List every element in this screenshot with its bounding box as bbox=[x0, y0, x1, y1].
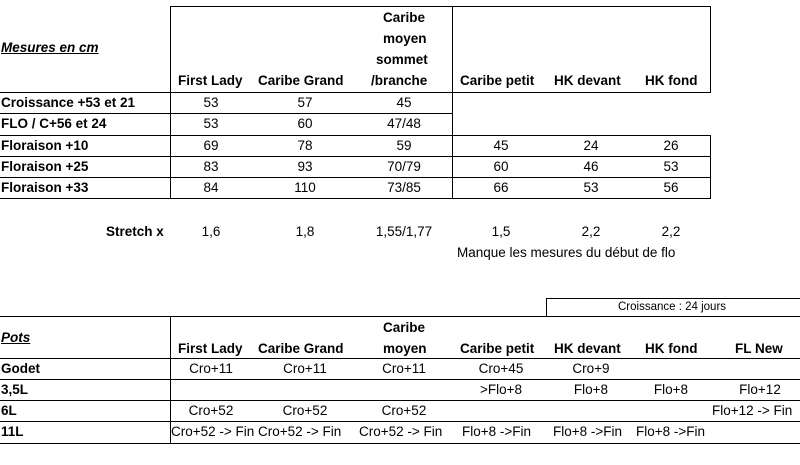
t1-cell: 93 bbox=[297, 159, 313, 174]
stretch-label: Stretch x bbox=[106, 224, 164, 239]
t1-cell: 53 bbox=[663, 159, 679, 174]
t2-row-label: 6L bbox=[1, 403, 17, 418]
t1-row-label: Floraison +10 bbox=[1, 138, 89, 153]
t1-col-divider bbox=[452, 6, 453, 198]
t2-cell: Flo+12 -> Fin bbox=[712, 403, 793, 418]
t1-cell: 53 bbox=[583, 180, 599, 195]
t1-cell: 70/79 bbox=[387, 159, 421, 174]
t1-cell: 56 bbox=[663, 180, 679, 195]
t2-cell: Cro+11 bbox=[283, 361, 327, 376]
t1-cell: 45 bbox=[493, 138, 509, 153]
stretch-value: 1,55/1,77 bbox=[375, 224, 433, 239]
t2-col-caribe-moyen-2: moyen bbox=[383, 341, 427, 356]
t1-col-caribe-petit: Caribe petit bbox=[460, 73, 535, 88]
t1-cell: 110 bbox=[294, 180, 316, 195]
t2-cell: Flo+8 bbox=[573, 382, 609, 397]
t2-cell: Cro+52 -> Fin bbox=[258, 424, 342, 439]
stretch-value: 1,5 bbox=[491, 224, 511, 239]
t2-title: Pots bbox=[1, 330, 31, 345]
t2-col-caribe-grand: Caribe Grand bbox=[258, 341, 344, 356]
stretch-value: 2,2 bbox=[581, 224, 601, 239]
t2-row-line bbox=[0, 400, 800, 401]
t2-cell: Flo+8 ->Fin bbox=[636, 424, 706, 439]
t2-cell: Cro+52 bbox=[381, 403, 427, 418]
badge-border-top bbox=[546, 298, 800, 299]
t1-cell: 59 bbox=[396, 138, 412, 153]
t2-cell: Flo+8 bbox=[653, 382, 689, 397]
t2-col-fl-new: FL New bbox=[735, 341, 783, 356]
t2-cell: Flo+12 bbox=[739, 382, 781, 397]
t1-cell: 73/85 bbox=[387, 180, 421, 195]
t1-cell: 24 bbox=[583, 138, 599, 153]
t1-col-caribe-moyen-3: sommet bbox=[376, 52, 428, 67]
t1-col-divider bbox=[170, 6, 171, 198]
missing-measures-note: Manque les mesures du début de flo bbox=[457, 245, 676, 260]
t1-cell: 78 bbox=[297, 138, 313, 153]
t1-cell: 66 bbox=[493, 180, 509, 195]
t2-row-label: 3,5L bbox=[1, 382, 29, 397]
t1-cell: 53 bbox=[203, 95, 219, 110]
t2-cell: Cro+11 bbox=[382, 361, 426, 376]
t2-col-caribe-petit: Caribe petit bbox=[460, 341, 535, 356]
t1-row-line bbox=[0, 113, 453, 114]
t1-row-label: Croissance +53 et 21 bbox=[1, 95, 135, 110]
t1-row-line bbox=[0, 156, 711, 157]
t1-cell: 84 bbox=[203, 180, 219, 195]
t1-cell: 46 bbox=[583, 159, 599, 174]
t2-cell: Cro+52 bbox=[188, 403, 234, 418]
t1-col-caribe-moyen-2: moyen bbox=[383, 31, 427, 46]
t1-col-caribe-grand: Caribe Grand bbox=[258, 73, 344, 88]
t2-col-first-lady: First Lady bbox=[178, 341, 243, 356]
t2-border-top bbox=[0, 316, 800, 317]
t2-cell: Cro+52 bbox=[282, 403, 328, 418]
t1-cell: 83 bbox=[203, 159, 219, 174]
t2-row-line bbox=[0, 421, 800, 422]
t2-col-caribe-moyen-1: Caribe bbox=[383, 320, 426, 335]
t2-cell: Flo+8 ->Fin bbox=[462, 424, 532, 439]
stretch-value: 1,6 bbox=[201, 224, 221, 239]
t1-row-label: Floraison +25 bbox=[1, 159, 89, 174]
t2-row-label: 11L bbox=[1, 424, 24, 439]
t1-cell: 53 bbox=[203, 116, 219, 131]
t2-cell: Cro+45 bbox=[478, 361, 524, 376]
t2-row-label: Godet bbox=[1, 361, 40, 376]
t2-row-line bbox=[0, 379, 800, 380]
t1-col-hk-devant: HK devant bbox=[554, 73, 621, 88]
t2-header-bottom bbox=[0, 358, 800, 359]
t2-col-hk-devant: HK devant bbox=[554, 341, 621, 356]
t2-col-hk-fond: HK fond bbox=[645, 341, 698, 356]
t2-cell: Flo+8 ->Fin bbox=[553, 424, 623, 439]
t1-cell: 60 bbox=[493, 159, 509, 174]
t2-cell: >Flo+8 bbox=[479, 382, 523, 397]
growth-days-badge: Croissance : 24 jours bbox=[618, 301, 727, 313]
t1-cell: 45 bbox=[396, 95, 412, 110]
t1-cell: 26 bbox=[663, 138, 679, 153]
t1-col-caribe-moyen-4: /branche bbox=[371, 73, 428, 88]
t1-col-caribe-moyen-1: Caribe bbox=[383, 10, 426, 25]
stretch-value: 2,2 bbox=[661, 224, 681, 239]
badge-border-left bbox=[546, 298, 547, 316]
t1-right-lower bbox=[710, 135, 711, 198]
t1-col-hk-fond: HK fond bbox=[645, 73, 698, 88]
t1-row-label: FLO / C+56 et 24 bbox=[1, 116, 107, 131]
t1-row-line bbox=[0, 135, 711, 136]
t1-cell: 57 bbox=[297, 95, 313, 110]
t1-cell: 60 bbox=[297, 116, 313, 131]
stretch-value: 1,8 bbox=[295, 224, 315, 239]
t1-row-label: Floraison +33 bbox=[1, 180, 89, 195]
t2-cell: Cro+11 bbox=[189, 361, 233, 376]
t1-row-line bbox=[0, 177, 711, 178]
t1-col-first-lady: First Lady bbox=[178, 73, 243, 88]
t1-cell: 69 bbox=[203, 138, 219, 153]
t2-row-line bbox=[0, 443, 800, 444]
t2-cell: Cro+52 -> Fin bbox=[359, 424, 443, 439]
t1-border-right bbox=[710, 6, 711, 92]
t2-cell: Cro+52 -> Fin bbox=[171, 424, 255, 439]
t1-border-top bbox=[170, 6, 711, 7]
t1-header-bottom bbox=[0, 92, 711, 93]
t1-row-line bbox=[0, 198, 711, 199]
t1-title: Mesures en cm bbox=[1, 40, 99, 55]
t2-cell: Cro+9 bbox=[572, 361, 610, 376]
t1-cell: 47/48 bbox=[387, 116, 421, 131]
